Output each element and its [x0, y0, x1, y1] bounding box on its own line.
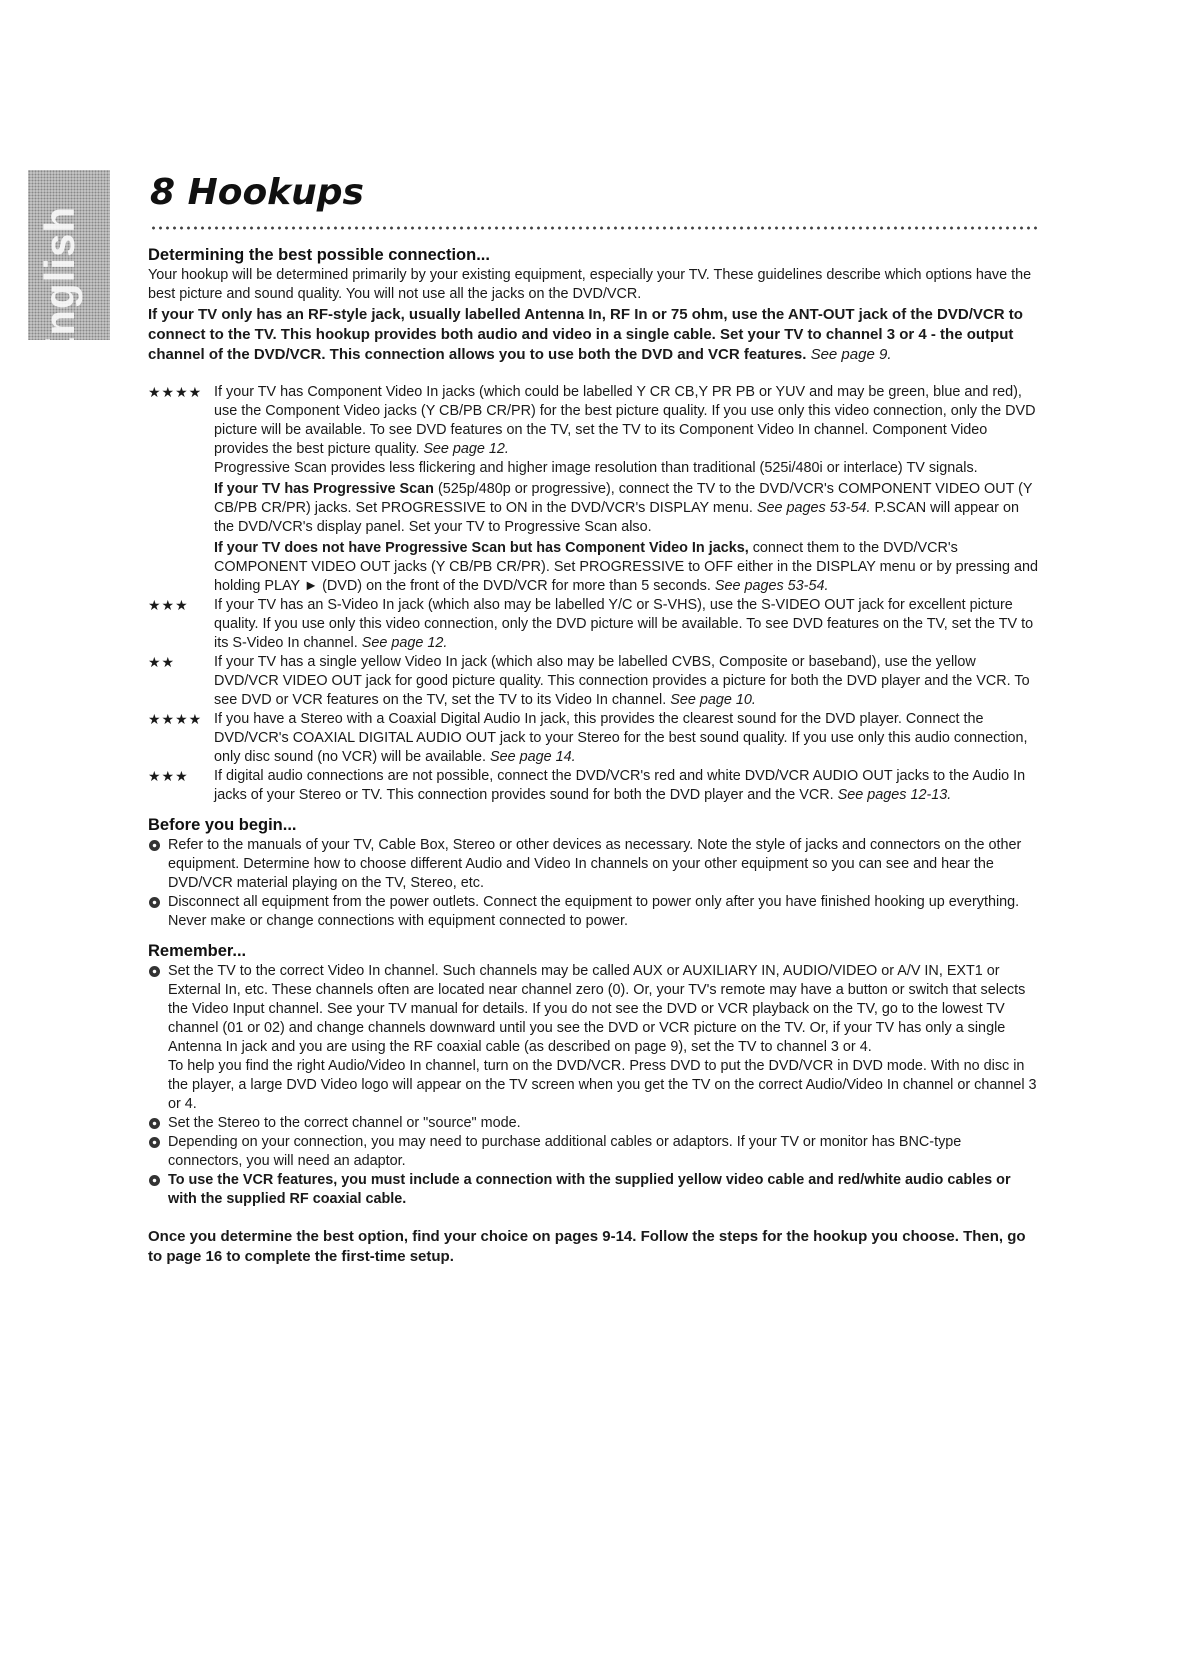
page-reference: See pages 12-13.: [837, 787, 952, 803]
page-title: 8 Hookups: [150, 172, 364, 213]
rating-item-svideo: [148, 596, 1038, 653]
list-item: Refer to the manuals of your TV, Cable Box, Stereo or other devices as necessary. Note the style of jacks and connectors on the other equipment. Determine how to choose different Audio and Video In channels on your other equipment so you can see and hear the DVD/VCR material playing on the TV, Stereo, etc.: [148, 836, 1038, 893]
rf-lead-text: If your TV only has an RF-style jack, usually labelled Antenna In, RF In or 75 ohm, use the ANT-OUT jack of the DVD/VCR to connect to the TV. This hookup provides both audio and video in a single cable. Set your TV to channel 3 or 4 - the output channel of the DVD/VCR. This connection allows you to use both the DVD and VCR features.: [148, 306, 1023, 363]
page-reference: See page 12.: [423, 441, 509, 457]
rating-item-coaxial-audio: [148, 710, 1038, 767]
section-heading-before: Before you begin...: [148, 816, 297, 834]
before-you-begin-section: [148, 815, 1038, 931]
rating-text: If your TV has an S-Video In jack (which also may be labelled Y/C or S-VHS), use the S-VIDEO OUT jack for excellent picture quality. If you use only this video connection, only the DVD picture will be available. To see DVD features on the TV, set the TV to its S-Video In channel.: [214, 597, 1034, 651]
rating-stars: ★★★★: [148, 384, 203, 400]
rating-list: [148, 383, 1038, 805]
rating-stars: ★★★: [148, 768, 189, 784]
section-intro: Your hookup will be determined primarily by your existing equipment, especially your TV. These guidelines describe which options have the best picture and sound quality. You will not use all the jacks on the DVD/VCR.: [148, 267, 1032, 302]
list-item: Set the Stereo to the correct channel or "source" mode.: [148, 1114, 1038, 1133]
list-item: Depending on your connection, you may need to purchase additional cables or adaptors. If your TV or monitor has BNC-type connectors, you will need an adaptor.: [148, 1133, 1038, 1171]
list-item: To use the VCR features, you must include a connection with the supplied yellow video cable and red/white audio cables or with the supplied RF coaxial cable.: [148, 1171, 1038, 1209]
rating-stars: ★★: [148, 654, 176, 670]
list-item: Disconnect all equipment from the power outlets. Connect the equipment to power only after you have finished hooking up everything. Never make or change connections with equipment connected to power.: [148, 893, 1038, 931]
dotted-divider: [150, 226, 1040, 230]
closing-instruction: Once you determine the best option, find your choice on pages 9-14. Follow the steps for the hookup you choose. Then, go to page 16 to complete the first-time setup.: [148, 1228, 1026, 1265]
page-reference: See pages 53-54.: [714, 578, 829, 594]
page-content: [148, 245, 1038, 1267]
progressive-heading: If your TV has Progressive Scan: [214, 481, 434, 497]
page-reference: See page 10.: [670, 692, 756, 708]
no-progressive-heading: If your TV does not have Progressive Scan but has Component Video In jacks,: [214, 540, 749, 556]
rating-item-analog-audio: [148, 767, 1038, 805]
page-reference: See page 14.: [489, 749, 576, 765]
rating-text: If your TV has Component Video In jacks (which could be labelled Y CR CB,Y PR PB or YUV and may be green, blue and red), use the Component Video jacks (Y CB/PB CR/PR) for the best picture quality. If you use only this video connection, only the DVD picture will be available. To see DVD features on the TV, set the TV to its Component Video In channel. Component Video provides the best picture quality.: [214, 384, 1036, 457]
progressive-scan-note: Progressive Scan provides less flickering and higher image resolution than traditional (525i/480i or interlace) TV signals.: [214, 460, 978, 476]
page-reference: See pages 53-54.: [756, 500, 871, 516]
list-item-continuation: To help you find the right Audio/Video In channel, turn on the DVD/VCR. Press DVD to put the DVD/VCR in DVD mode. With no disc in the player, a large DVD Video logo will appear on the TV screen when you get the TV on the correct Audio/Video In channel or channel 3 or 4.: [168, 1058, 1037, 1112]
rating-stars: ★★★★: [148, 711, 203, 727]
list-item: Set the TV to the correct Video In channel. Such channels may be called AUX or AUXILIARY IN, AUDIO/VIDEO or A/V IN, EXT1 or External In, etc. These channels often are located near channel zero (0). Or, your TV's remote may have a button or switch that selects the Video Input channel. See your TV manual for details. If you do not see the DVD or VCR playback on the TV, go to the lowest TV channel (01 or 02) and change channels downward until you see the DVD or VCR picture on the TV. Or, if your TV has only a single Antenna In jack and you are using the RF coaxial cable (as described on page 9), set the TV to channel 3 or 4.: [148, 962, 1038, 1057]
rating-text: If your TV has a single yellow Video In jack (which also may be labelled CVBS, Composite or baseband), use the yellow DVD/VCR VIDEO OUT jack for good picture quality. This connection provides a picture for both the DVD player and the VCR. To see DVD or VCR features on the TV, set the TV to its Video In channel.: [214, 654, 1030, 708]
no-progressive-text: connect them to the DVD/VCR's COMPONENT VIDEO OUT jacks (Y CB/PB CR/PR). Set PROGRESSIVE to OFF either in the DISPLAY menu or by pressing and holding PLAY ► (DVD) on the front of the DVD/VCR for more than 5 seconds.: [214, 540, 1039, 594]
rating-item-component: [148, 383, 1038, 596]
remember-section: [148, 941, 1038, 1209]
progressive-tail: P.SCAN will appear on the DVD/VCR's display panel. Set your TV to Progressive Scan also.: [214, 500, 1019, 535]
rating-text: If you have a Stereo with a Coaxial Digital Audio In jack, this provides the clearest sound for the DVD player. Connect the DVD/VCR's COAXIAL DIGITAL AUDIO OUT jack to your Stereo for the best sound quality. If you use only this audio connection, only disc sound (no VCR) will be available.: [214, 711, 1028, 765]
language-side-tab: [28, 170, 110, 365]
rf-lead-ref: See page 9.: [810, 346, 892, 363]
rf-lead-paragraph: [148, 305, 1038, 365]
rating-stars: ★★★: [148, 597, 189, 613]
side-tab-label: English: [36, 206, 83, 365]
section-heading-connection: Determining the best possible connection...: [148, 246, 490, 264]
rating-item-composite: [148, 653, 1038, 710]
page-reference: See page 12.: [361, 635, 448, 651]
rating-text: If digital audio connections are not possible, connect the DVD/VCR's red and white DVD/VCR AUDIO OUT jacks to the Audio In jacks of your Stereo or TV. This connection provides sound for both the DVD player and the VCR.: [214, 768, 1026, 803]
progressive-text: (525p/480p or progressive), connect the TV to the DVD/VCR's COMPONENT VIDEO OUT (Y CB/PB CR/PR) jacks. Set PROGRESSIVE to ON in the DVD/VCR's DISPLAY menu.: [214, 481, 1033, 516]
section-heading-remember: Remember...: [148, 942, 247, 960]
